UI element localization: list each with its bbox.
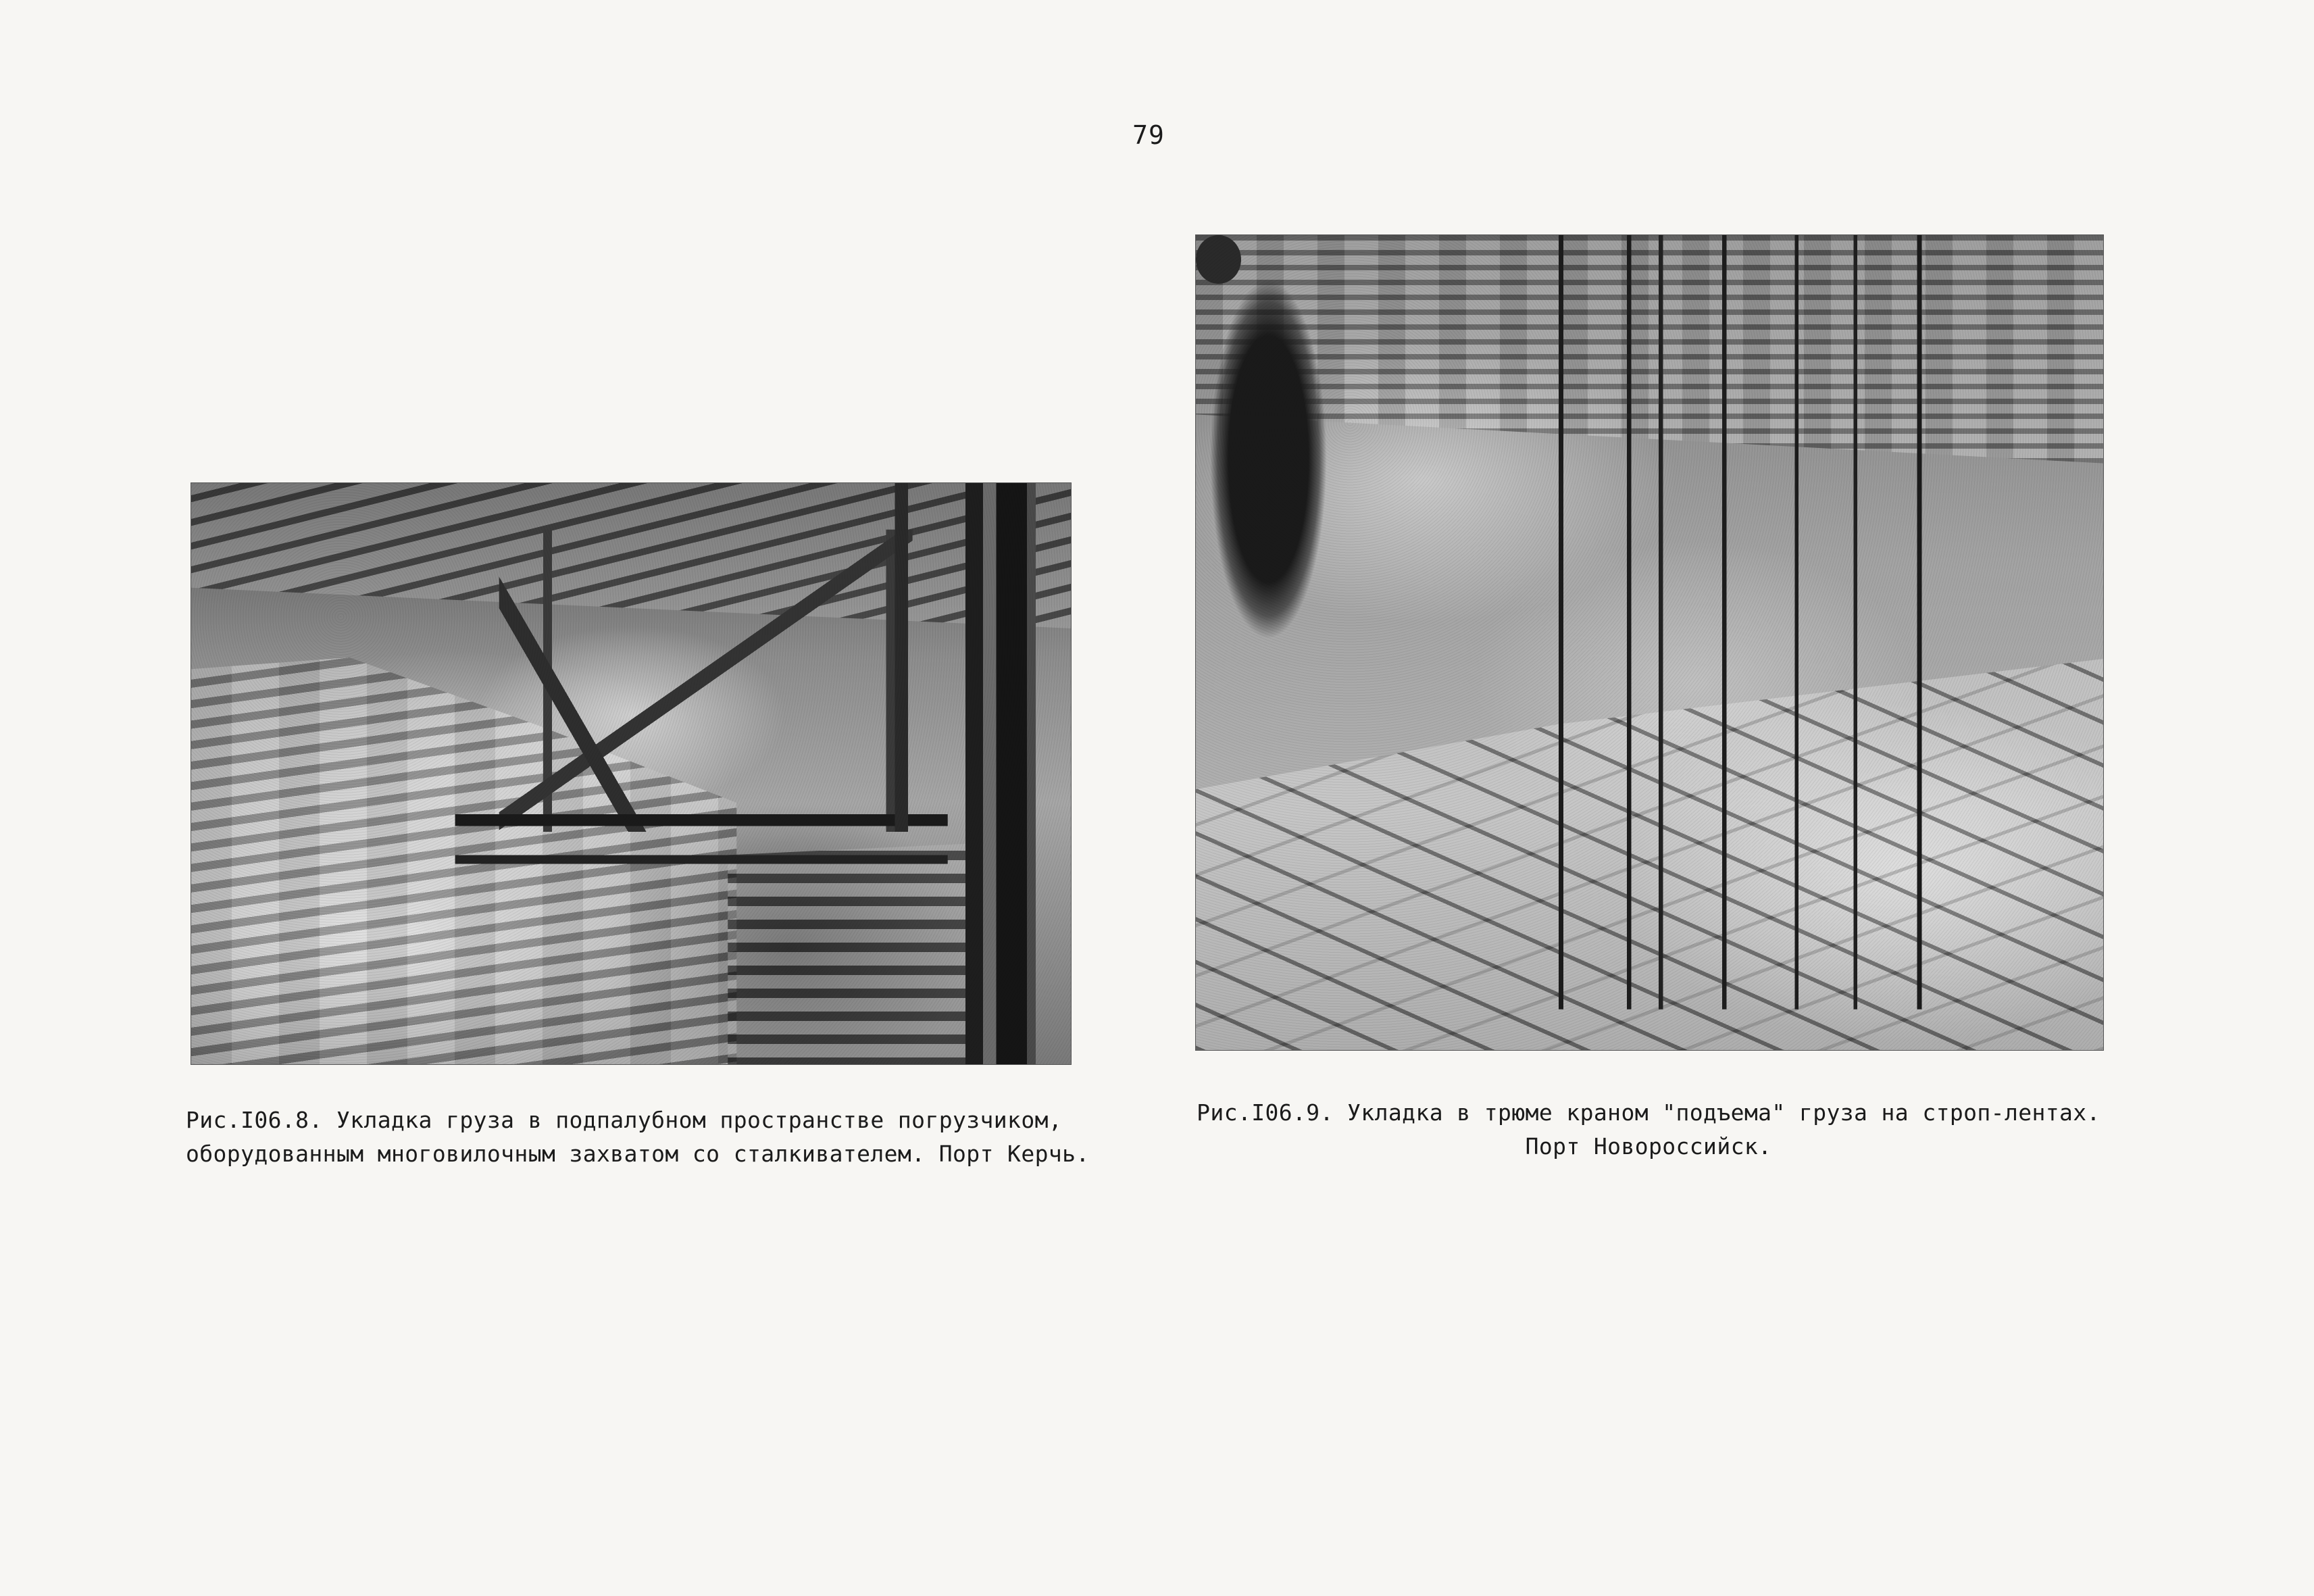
- caption-line: Рис.I06.8. Укладка груза в подпалубном пространстве погрузчиком,: [186, 1107, 1063, 1133]
- caption-line: Порт Новороссийск.: [1525, 1133, 1772, 1159]
- photo-forklift-stacking-bags: [191, 483, 1071, 1064]
- page-number: 79: [1132, 120, 1165, 150]
- caption-line: оборудованным многовилочным захватом со сталкивателем. Порт Керчь.: [186, 1141, 1090, 1167]
- figure-caption-106-8: [186, 1103, 1118, 1171]
- caption-line: Рис.I06.9. Укладка в трюме краном "подъема" груза на строп-лентах.: [1197, 1099, 2101, 1126]
- figure-caption-106-9: [1182, 1096, 2115, 1164]
- photo-hold-crane-slings: [1196, 235, 2103, 1050]
